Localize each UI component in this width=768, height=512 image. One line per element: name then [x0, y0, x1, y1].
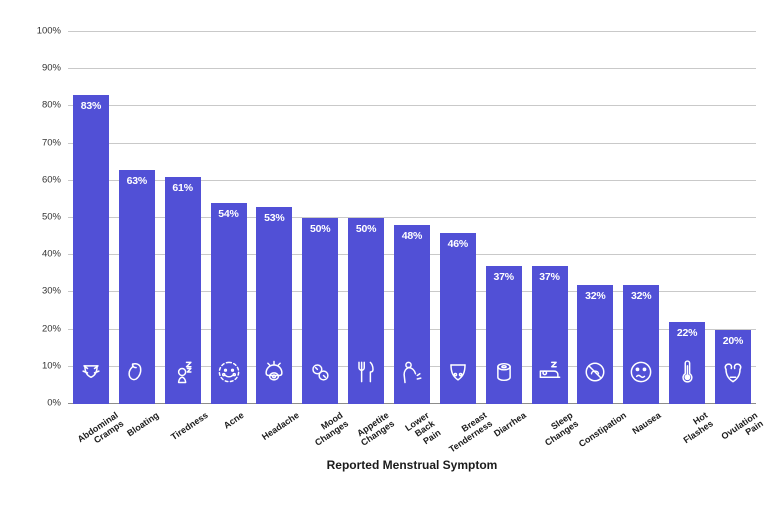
bar-value-label: 83% — [80, 100, 102, 113]
bar-value-label: 53% — [264, 211, 285, 224]
x-axis-category-label: Hot Flashes — [681, 410, 716, 446]
y-axis-tick-label: 20% — [41, 323, 61, 335]
x-axis-category-label: Breast Tenderness — [447, 410, 495, 455]
bar-slot — [160, 32, 206, 404]
bar-value-label: 54% — [218, 208, 239, 221]
bar[interactable] — [394, 225, 430, 404]
toilet-paper-icon — [490, 358, 518, 386]
bar-value-label: 63% — [126, 174, 147, 187]
y-axis-tick-label: 50% — [41, 211, 61, 223]
bars-container — [68, 32, 756, 404]
bar[interactable] — [256, 207, 292, 404]
x-axis-category-label: Acne — [221, 410, 246, 431]
bar-value-label: 50% — [310, 223, 331, 235]
x-axis-category-label: Diarrhea — [491, 410, 528, 439]
bar-slot — [572, 32, 618, 404]
x-axis-category-label: Ovulation Pain — [719, 410, 766, 442]
no-stool-icon — [581, 358, 609, 386]
bar-value-label: 46% — [447, 237, 468, 250]
x-axis-category-label: Constipation — [577, 410, 629, 450]
bar-slot — [664, 32, 710, 404]
bed-sleep-icon — [536, 358, 564, 386]
x-axis-category-label: Nausea — [630, 410, 663, 437]
bar[interactable] — [119, 170, 155, 404]
bar-value-label: 50% — [355, 223, 377, 235]
bar-value-label: 37% — [493, 271, 514, 284]
bar[interactable] — [486, 266, 522, 404]
uterus-cramps-icon — [77, 358, 105, 386]
bar-value-label: 22% — [676, 327, 698, 340]
y-axis-tick-label: 70% — [41, 137, 61, 149]
bar-slot — [343, 32, 389, 404]
bar[interactable] — [440, 233, 476, 404]
bar[interactable] — [715, 330, 751, 404]
bar[interactable] — [165, 177, 201, 404]
y-axis-tick-label: 10% — [41, 360, 61, 372]
bar-slot — [710, 32, 756, 404]
x-axis-category-label: Lower Back Pain — [403, 410, 443, 447]
y-axis-tick-label: 80% — [41, 99, 61, 111]
back-pain-icon — [398, 358, 426, 386]
plot-area — [36, 25, 756, 409]
bar-value-label: 32% — [631, 289, 652, 302]
x-axis-title: Reported Menstrual Symptom — [326, 458, 498, 472]
x-axis-category-label: Abdominal Cramps — [75, 410, 126, 446]
mood-swirl-icon — [306, 358, 334, 386]
x-axis-category-label: Sleep Changes — [542, 410, 580, 449]
bar-slot — [527, 32, 573, 404]
bar-slot — [618, 32, 664, 404]
bar-slot — [251, 32, 297, 404]
bar-slot — [389, 32, 435, 404]
bar[interactable] — [669, 322, 705, 404]
sleepy-person-icon — [169, 358, 197, 386]
x-axis-category-label: Headache — [260, 410, 302, 443]
bar[interactable] — [577, 285, 613, 404]
stomach-bloating-icon — [123, 358, 151, 386]
x-axis-category-label: Appetite Changes — [355, 410, 397, 449]
x-axis-category-label: Tiredness — [168, 410, 210, 442]
bar-value-label: 61% — [172, 182, 193, 195]
bar[interactable] — [211, 203, 247, 404]
bar-slot — [68, 32, 114, 404]
bar-value-label: 32% — [585, 289, 606, 302]
head-pain-icon — [260, 358, 288, 386]
y-axis-tick-label: 40% — [41, 248, 61, 260]
breast-icon — [444, 358, 472, 386]
bar-slot — [114, 32, 160, 404]
x-axis-category-label: Mood Changes — [313, 410, 351, 449]
ovary-icon — [719, 358, 747, 386]
bar-value-label: 20% — [722, 334, 744, 347]
bar-slot — [297, 32, 343, 404]
bar[interactable] — [302, 218, 338, 404]
x-axis-category-label: Bloating — [124, 410, 161, 439]
thermometer-icon — [673, 358, 701, 386]
bar-value-label: 48% — [401, 230, 423, 243]
y-axis-tick-label: 60% — [41, 174, 61, 186]
bar-slot — [435, 32, 481, 404]
bar[interactable] — [348, 218, 384, 404]
y-axis-tick-label: 30% — [41, 285, 61, 297]
bar[interactable] — [532, 266, 568, 404]
y-axis-tick-label: 0% — [47, 397, 61, 409]
y-axis-tick-label: 90% — [41, 62, 61, 74]
bar[interactable] — [623, 285, 659, 404]
nauseous-face-icon — [627, 358, 655, 386]
y-axis-tick-label: 100% — [36, 25, 61, 37]
bar-slot — [481, 32, 527, 404]
face-acne-icon — [215, 358, 243, 386]
fork-knife-icon — [352, 358, 380, 386]
bar-slot — [206, 32, 252, 404]
bar-value-label: 37% — [539, 271, 560, 284]
bar[interactable] — [73, 95, 109, 404]
